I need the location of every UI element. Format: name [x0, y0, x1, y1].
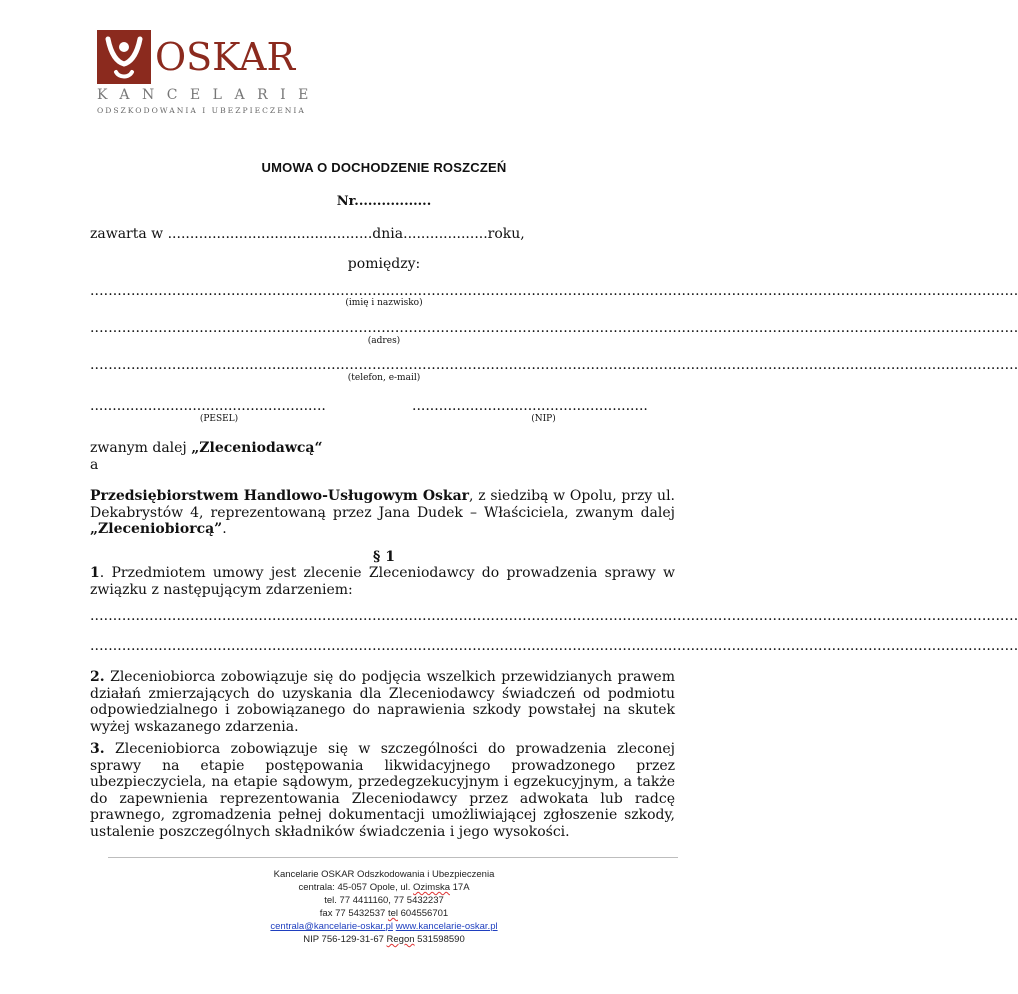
name-dots: ............................................................................................................................................................................................................ [90, 283, 1018, 299]
footer-phone: tel. 77 4411160, 77 5432237 [324, 895, 444, 906]
footer-company: Kancelarie OSKAR Odszkodowania i Ubezpieczenia [273, 869, 495, 880]
nip-dots: ..................................................... [412, 398, 648, 414]
clause-2-number: 2. [90, 669, 105, 685]
footer-fax [0, 907, 768, 920]
footer [0, 868, 768, 946]
contact-label: (telefon, e-mail) [347, 373, 421, 383]
called-prefix2: zwanym dalej [575, 504, 675, 521]
footer-divider [108, 857, 678, 858]
pesel-label: (PESEL) [199, 414, 239, 424]
website-link[interactable]: www.kancelarie-oskar.pl [395, 921, 498, 932]
contact-dots: ............................................................................................................................................................................................................ [90, 357, 1018, 373]
email-link[interactable]: centrala@kancelarie-oskar.pl [270, 921, 394, 932]
period: . [222, 521, 227, 537]
footer-regon-label: Regon [386, 934, 415, 945]
section-heading: § 1 [373, 549, 395, 565]
company-details: , z siedzibą w Opolu, przy ul. Dekabrystów 4, reprezentowaną przez Jana Dudek – Właściciela, [90, 488, 676, 521]
footer-street: Ozimska [413, 882, 450, 893]
between-label: pomiędzy: [347, 256, 421, 272]
name-label: (imię i nazwisko) [345, 298, 423, 308]
footer-nip: NIP 756-129-31-67 [303, 934, 387, 945]
clause-1-number: 1 [90, 565, 100, 581]
footer-address [0, 881, 768, 894]
document-title: UMOWA O DOCHODZENIE ROSZCZEŃ [261, 160, 507, 175]
footer-fax-number: fax 77 5432537 [319, 908, 388, 919]
clause-2 [90, 669, 675, 735]
oskar-logo-icon [97, 30, 151, 84]
concluded-line: zawarta w ..............................................dnia...................roku, [90, 226, 525, 242]
logo-line2: ODSZKODOWANIA I UBEZPIECZENIA [97, 106, 306, 115]
logo-name: OSKAR [155, 35, 296, 79]
event-dots-2: ............................................................................................................................................................................................................ [90, 638, 1018, 654]
logo-line1: KANCELARIE [97, 87, 321, 103]
footer-ids [0, 933, 768, 946]
address-dots: ............................................................................................................................................................................................................ [90, 320, 1018, 336]
and-word: a [90, 456, 99, 473]
clause-3-number: 3. [90, 741, 105, 757]
nip-label: (NIP) [531, 414, 556, 424]
pesel-dots: ..................................................... [90, 398, 326, 414]
contractor-role: „Zleceniobiorcą” [90, 521, 223, 537]
company-logo [97, 30, 321, 115]
footer-street-number: 17A [450, 882, 470, 893]
footer-address-prefix: centrala: 45-057 Opole, ul. [298, 882, 414, 893]
footer-mobile: 604556701 [398, 908, 449, 919]
client-designation [90, 440, 675, 473]
clause-3-text: Zleceniobiorca zobowiązuje się w szczególności do prowadzenia zleconej sprawy na etapie postępowania likwidacyjnego prowadzonego przez ubezpieczyciela, na etapie sądowym, przedegzekucyjnym i egzekucyjnym, a także do zapewnienia reprezentowania Zleceniodawcy przez adwokata lub radcę prawnego, zgromadzenia pełnej dokumentacji umożliwiającej zgłoszenie szkody, ustalenie poszczególnych składników świadczenia i jego wysokości. [90, 741, 675, 840]
clause-1-text: . Przedmiotem umowy jest zlecenie Zleceniodawcy do prowadzenia sprawy w związku z następującym zdarzeniem: [90, 565, 675, 598]
footer-regon: 531598590 [414, 934, 465, 945]
company-name: Przedsiębiorstwem Handlowo-Usługowym Oskar [90, 488, 470, 504]
clause-1 [90, 565, 675, 598]
address-label: (adres) [367, 336, 401, 346]
contractor-paragraph [90, 488, 675, 538]
footer-tel-label: tel [387, 908, 398, 919]
event-dots-1: ............................................................................................................................................................................................................ [90, 608, 1018, 624]
footer-links [0, 920, 768, 933]
clause-2-text: Zleceniobiorca zobowiązuje się do podjęcia wszelkich przewidzianych prawem działań zmierzających do uzyskania dla Zleceniodawcy świadczeń od podmiotu odpowiedzialnego i zobowiązanego do naprawienia szkody powstałej na skutek wyżej wskazanego zdarzenia. [90, 669, 675, 735]
clause-3 [90, 741, 675, 840]
called-prefix: zwanym dalej [90, 440, 192, 456]
contract-number: Nr................. [336, 194, 432, 209]
client-role: „Zleceniodawcą“ [191, 440, 323, 456]
